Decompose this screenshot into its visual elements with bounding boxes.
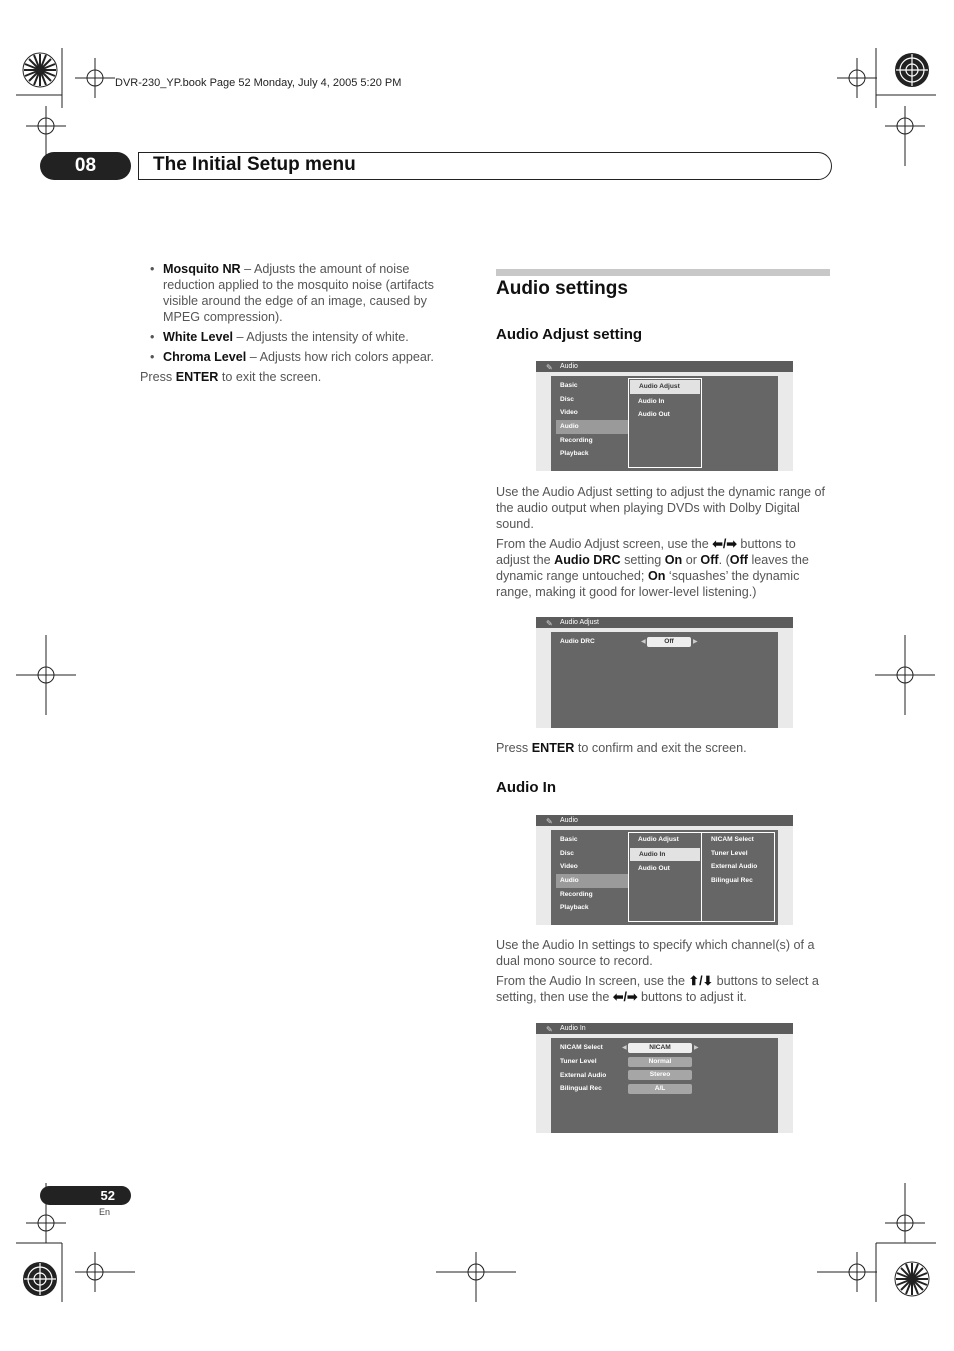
arrow-right-icon[interactable]: ▶ bbox=[694, 1045, 699, 1051]
setting-label: NICAM Select bbox=[560, 1044, 603, 1051]
submenu bbox=[628, 832, 702, 922]
text: buttons to select a setting, then use the bbox=[496, 974, 819, 1004]
main-menu bbox=[556, 379, 628, 461]
setting-value[interactable]: NICAM bbox=[628, 1043, 692, 1053]
bold-term: Off bbox=[700, 553, 719, 567]
audio-adjust-text bbox=[496, 484, 830, 604]
arrow-left-icon[interactable]: ◀ bbox=[641, 639, 646, 645]
bullet-dot: • bbox=[150, 262, 155, 276]
screen-audio-in-menu bbox=[536, 815, 793, 925]
up-down-arrows-icon: ⬆/⬇ bbox=[688, 974, 714, 988]
bullet-chroma-level bbox=[140, 349, 460, 365]
bullet-text: – Adjusts the intensity of white. bbox=[232, 330, 409, 344]
bullet-text: – Adjusts the amount of noise reduction applied to the mosquito noise (artifacts visible around the edge of an image, caused by MPEG compression). bbox=[163, 262, 434, 324]
menu-item[interactable]: Playback bbox=[560, 904, 589, 912]
bullet-dot: • bbox=[150, 350, 155, 364]
submenu-item[interactable]: Tuner Level bbox=[711, 849, 748, 857]
screen-body bbox=[551, 632, 778, 728]
audio-drc-value[interactable]: Off bbox=[647, 637, 691, 647]
chapter-title: The Initial Setup menu bbox=[153, 154, 356, 175]
screen-title-bar bbox=[536, 617, 793, 628]
wrench-icon: ✎ bbox=[546, 363, 553, 372]
page-number: 52 bbox=[100, 1188, 115, 1203]
submenu-item[interactable]: Audio Out bbox=[638, 411, 670, 419]
submenu-item[interactable]: External Audio bbox=[711, 863, 758, 871]
left-column bbox=[140, 261, 460, 389]
text: From the Audio In screen, use the bbox=[496, 974, 689, 988]
bold-term: On bbox=[664, 553, 683, 567]
bold-term: Off bbox=[729, 553, 748, 567]
submenu-2 bbox=[701, 832, 775, 922]
audio-in-heading: Audio In bbox=[496, 779, 556, 796]
text: ‘squashes’ the dynamic range, making it good for lower-level listening.) bbox=[496, 569, 800, 599]
bullet-white-level bbox=[140, 329, 460, 345]
note-text: to exit the screen. bbox=[218, 370, 322, 384]
wrench-icon: ✎ bbox=[546, 1025, 553, 1034]
screen-audio-adjust bbox=[536, 617, 793, 728]
screen-title-bar bbox=[536, 815, 793, 826]
screen-title: Audio bbox=[560, 817, 578, 824]
key-name: ENTER bbox=[175, 370, 219, 384]
screen-title: Audio In bbox=[560, 1025, 586, 1032]
submenu bbox=[628, 378, 702, 468]
submenu-item-highlighted[interactable]: Audio In bbox=[630, 848, 700, 862]
arrow-right-icon[interactable]: ▶ bbox=[693, 639, 698, 645]
press-enter-note bbox=[496, 740, 830, 756]
print-header: DVR-230_YP.book Page 52 Monday, July 4, 2005 5:20 PM bbox=[115, 77, 402, 89]
submenu-item[interactable]: Audio Out bbox=[638, 865, 670, 873]
paragraph: Use the Audio Adjust setting to adjust the dynamic range of the audio output when playing DVDs with Dolby Digital sound. bbox=[496, 485, 826, 531]
audio-in-text bbox=[496, 937, 830, 1009]
menu-item-selected[interactable]: Audio bbox=[556, 874, 628, 888]
audio-adjust-press bbox=[496, 740, 830, 760]
wrench-icon: ✎ bbox=[546, 619, 553, 628]
bullet-mosquito-nr bbox=[140, 261, 460, 325]
setting-value[interactable]: Stereo bbox=[628, 1070, 692, 1080]
text: or bbox=[682, 553, 701, 567]
menu-item[interactable]: Recording bbox=[560, 436, 593, 444]
audio-adjust-heading: Audio Adjust setting bbox=[496, 326, 643, 343]
bullet-text: – Adjusts how rich colors appear. bbox=[246, 350, 434, 364]
text: buttons to adjust it. bbox=[637, 990, 747, 1004]
screen-body bbox=[551, 1038, 778, 1133]
menu-item[interactable]: Disc bbox=[560, 395, 574, 403]
wrench-icon: ✎ bbox=[546, 817, 553, 826]
menu-item[interactable]: Video bbox=[560, 409, 578, 417]
bullet-term: Mosquito NR bbox=[163, 262, 241, 276]
section-rule bbox=[496, 269, 830, 276]
menu-item[interactable]: Basic bbox=[560, 382, 578, 389]
menu-item[interactable]: Video bbox=[560, 863, 578, 871]
setting-label: External Audio bbox=[560, 1072, 607, 1079]
screen-body bbox=[551, 376, 778, 471]
language-code: En bbox=[99, 1207, 111, 1217]
paragraph bbox=[496, 973, 830, 1005]
submenu-item[interactable]: NICAM Select bbox=[711, 836, 754, 843]
submenu-item[interactable]: Audio Adjust bbox=[638, 836, 679, 843]
screen-title: Audio bbox=[560, 363, 578, 370]
chapter-bar bbox=[138, 152, 832, 180]
screen-title-bar bbox=[536, 361, 793, 372]
left-right-arrows-icon: ⬅/➡ bbox=[612, 990, 638, 1004]
submenu-item-highlighted[interactable]: Audio Adjust bbox=[630, 380, 700, 394]
text: . ( bbox=[718, 553, 730, 567]
screen-audio-menu bbox=[536, 361, 793, 471]
text: leaves the dynamic range untouched; bbox=[496, 553, 809, 583]
bold-term: On bbox=[647, 569, 666, 583]
press-enter-note bbox=[140, 369, 460, 385]
note-text: to confirm and exit the screen. bbox=[574, 741, 747, 755]
submenu-item[interactable]: Bilingual Rec bbox=[711, 877, 753, 885]
key-name: ENTER bbox=[531, 741, 575, 755]
setting-label: Tuner Level bbox=[560, 1058, 597, 1065]
bullet-term: Chroma Level bbox=[163, 350, 247, 364]
text: From the Audio Adjust screen, use the bbox=[496, 537, 713, 551]
screen-title-bar bbox=[536, 1023, 793, 1034]
section-title: Audio settings bbox=[496, 278, 628, 299]
setting-value[interactable]: Normal bbox=[628, 1057, 692, 1067]
screen-body bbox=[551, 830, 778, 925]
screen-title: Audio Adjust bbox=[560, 619, 599, 626]
menu-item[interactable]: Disc bbox=[560, 849, 574, 857]
text: setting bbox=[620, 553, 665, 567]
setting-value[interactable]: A/L bbox=[628, 1084, 692, 1094]
arrow-left-icon[interactable]: ◀ bbox=[622, 1045, 627, 1051]
left-right-arrows-icon: ⬅/➡ bbox=[712, 537, 737, 551]
note-text: Press bbox=[496, 741, 532, 755]
note-text: Press bbox=[140, 370, 176, 384]
chapter-number: 08 bbox=[40, 152, 131, 180]
bullet-dot: • bbox=[150, 330, 155, 344]
screen-audio-in bbox=[536, 1023, 793, 1133]
bullet-term: White Level bbox=[163, 330, 233, 344]
menu-item[interactable]: Basic bbox=[560, 836, 578, 843]
paragraph: Use the Audio In settings to specify which channel(s) of a dual mono source to record. bbox=[496, 938, 815, 968]
page-number-badge bbox=[40, 1186, 131, 1205]
paragraph bbox=[496, 536, 830, 600]
audio-drc-label: Audio DRC bbox=[560, 638, 595, 645]
text: buttons to adjust the bbox=[496, 537, 796, 567]
bold-term: Audio DRC bbox=[554, 553, 621, 567]
setting-label: Bilingual Rec bbox=[560, 1085, 602, 1092]
menu-item[interactable]: Recording bbox=[560, 890, 593, 898]
submenu-item[interactable]: Audio In bbox=[638, 397, 665, 405]
main-menu bbox=[556, 833, 628, 915]
menu-item-selected[interactable]: Audio bbox=[556, 420, 628, 434]
menu-item[interactable]: Playback bbox=[560, 450, 589, 458]
